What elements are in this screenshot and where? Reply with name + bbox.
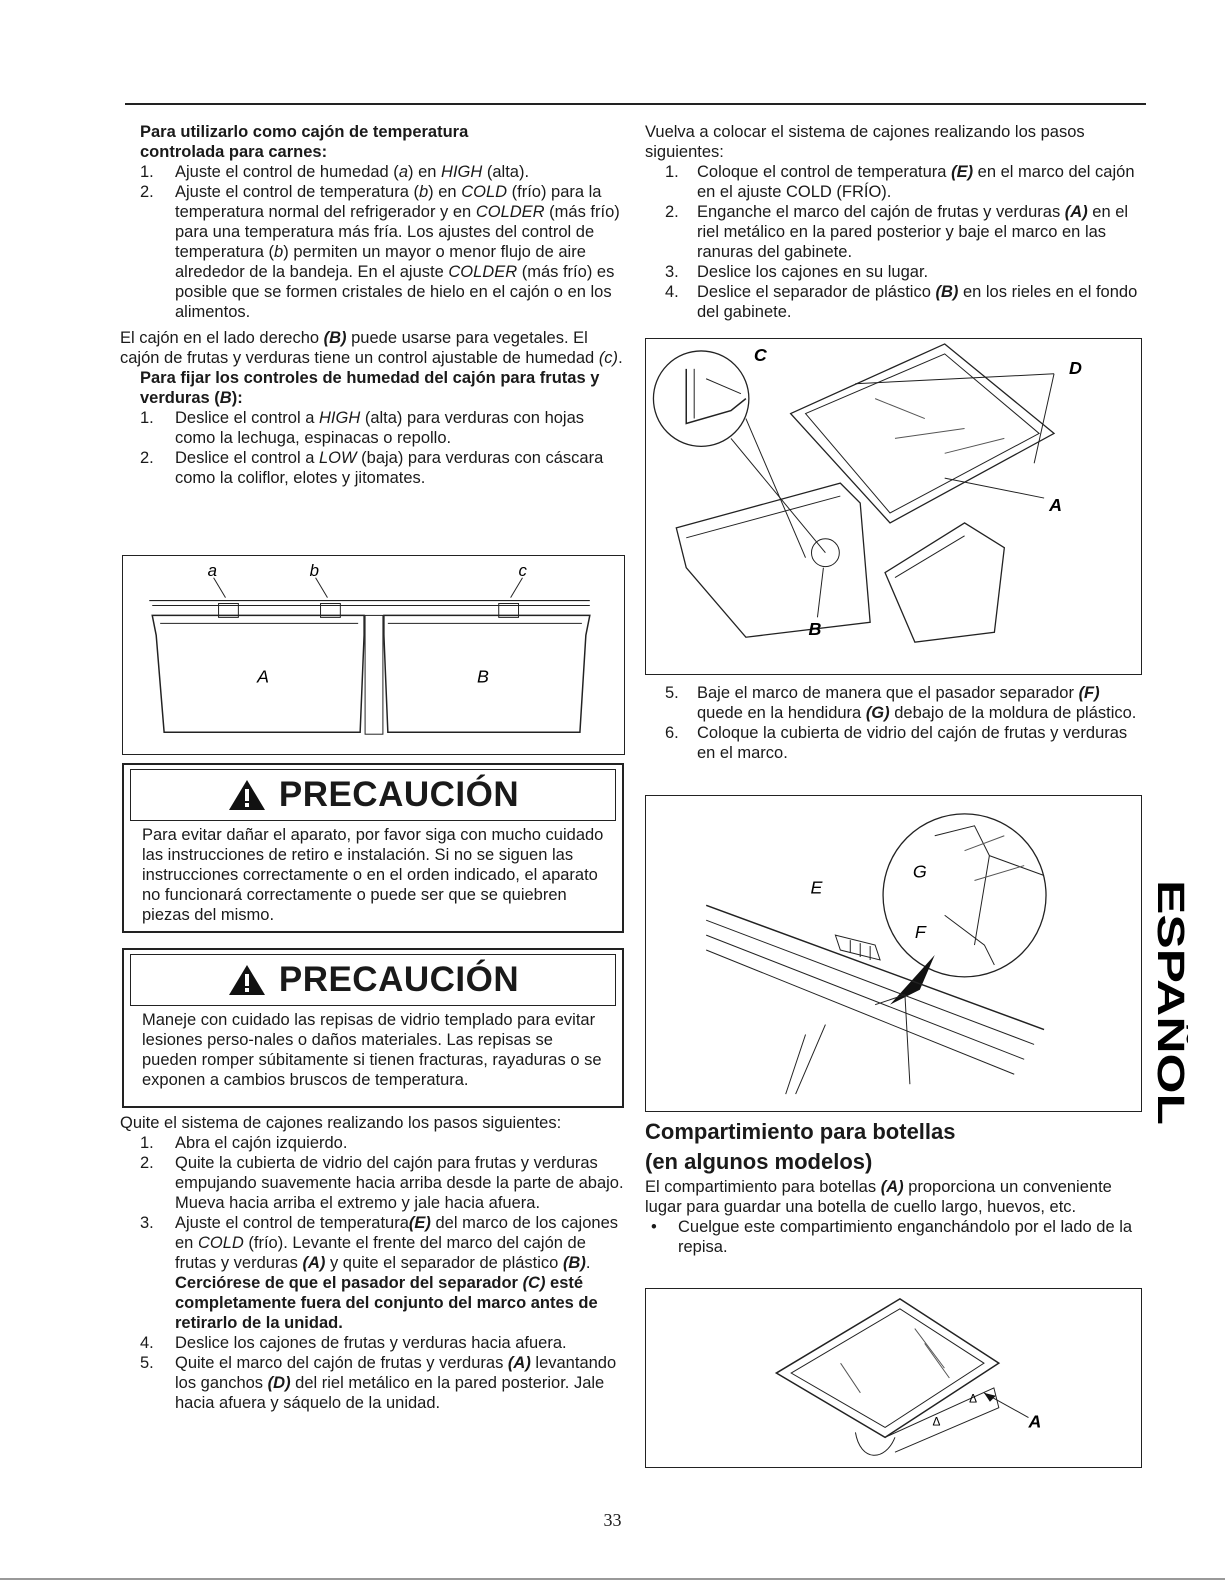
bullet-text: Cuelgue este compartimiento enganchándolo por el lado de la repisa. [678, 1218, 1133, 1256]
list-item: 3. Ajuste el control de temperatura(E) del marco de los cajones en COLD (frío). Levante el frente del marco del cajón de frutas y verduras (A) y quite el separador de plástico (B). Cerciórese de que el pasador del separador (C) esté completamente fuera del conjunto del marco antes de retirarlo de la unidad. [140, 1214, 618, 1332]
label-B: B [808, 619, 822, 640]
caution-box-1 [122, 763, 624, 933]
list-item: 1. Abra el cajón izquierdo. [140, 1134, 348, 1152]
bottle-section [645, 1117, 1145, 1257]
page-number: 33 [603, 1510, 622, 1530]
list-item: 2. Quite la cubierta de vidrio del cajón para frutas y verduras empujando suavemente hacia arriba desde la parte de abajo. Mueva hacia arriba el extremo y jale hacia afuera. [140, 1154, 624, 1212]
bottom-rule [0, 1578, 1225, 1580]
list-item: 1. Ajuste el control de humedad (a) en HIGH (alta). [140, 163, 530, 181]
bottle-heading-1: Compartimiento para botellas [645, 1119, 956, 1144]
list-item: 1. Deslice el control a HIGH (alta) para verduras con hojas como la lechuga, espinacas o repollo. [140, 409, 585, 447]
list-item: 1. Coloque el control de temperatura (E) en el marco del cajón en el ajuste COLD (FRÍO). [665, 163, 1135, 201]
label-A: A [1049, 494, 1062, 515]
warning-icon [227, 778, 267, 812]
caution-box-2 [122, 948, 624, 1108]
egg-mark: Δ [932, 1414, 941, 1429]
drawer-assembly-figure [645, 338, 1142, 675]
bottle-compartment-illustration [646, 1289, 1141, 1467]
list-item: 3. Deslice los cajones en su lugar. [665, 263, 929, 281]
side-tab-label: ESPAÑOL [1150, 880, 1188, 1061]
humidity-steps [120, 408, 625, 488]
label-D: D [1068, 357, 1082, 378]
drawers-figure [122, 555, 625, 755]
label-C: C [753, 344, 767, 365]
caution-title: PRECAUCIÓN [278, 775, 520, 814]
removal-steps [120, 1133, 625, 1413]
list-item: 2. Deslice el control a LOW (baja) para verduras con cáscara como la coliflor, elotes y jitomates. [140, 449, 604, 487]
list-item: 5. Quite el marco del cajón de frutas y verduras (A) levantando los ganchos (D) del riel metálico en la pared posterior. Jale hacia afuera y sáquelo de la unidad. [140, 1354, 617, 1412]
right-column [645, 122, 1145, 322]
list-item: 6. Coloque la cubierta de vidrio del cajón de frutas y verduras en el marco. [665, 724, 1128, 762]
drawer-paragraph: El cajón en el lado derecho (B) puede usarse para vegetales. El cajón de frutas y verduras tiene un control ajustable de humedad (c). [120, 329, 623, 367]
list-item: 5. Baje el marco de manera que el pasador separador (F) quede en la hendidura (G) debajo de la moldura de plástico. [665, 684, 1137, 722]
bottle-compartment-figure [645, 1288, 1142, 1468]
rail-detail-figure [645, 795, 1142, 1112]
list-item: 4. Deslice el separador de plástico (B) en los rieles en el fondo del gabinete. [665, 283, 1138, 321]
left-column [120, 122, 625, 488]
list-item: 4. Deslice los cajones de frutas y verduras hacia afuera. [140, 1334, 567, 1352]
caution-text: Maneje con cuidado las repisas de vidrio templado para evitar lesiones perso-nales o daños materiales. Las repisas se pueden romper súbitamente si tienen fracturas, rayaduras o se exponen a cambios bruscos de temperatura. [142, 1011, 602, 1089]
egg-mark: Δ [969, 1391, 978, 1406]
caution-header [130, 954, 616, 1006]
label-b: b [309, 560, 320, 580]
label-a: a [207, 560, 218, 580]
removal-section [120, 1113, 625, 1413]
label-A: A [1028, 1411, 1042, 1432]
label-F: F [914, 922, 926, 943]
caution-title: PRECAUCIÓN [278, 960, 520, 999]
list-item: 2. Enganche el marco del cajón de frutas y verduras (A) en el riel metálico en la pared posterior y baje el marco en las ranuras del gabinete. [665, 203, 1129, 261]
list-item: 2. Ajuste el control de temperatura (b) en COLD (frío) para la temperatura normal del refrigerador y en COLDER (más frío) para una temperatura más fría. Los ajustes del control de temperatura (b) permiten un mayor o menor flujo de aire alrededor de la bandeja. En el ajuste COLDER (más frío) es posible que se formen cristales de hielo en el cajón o en los alimentos. [140, 183, 620, 321]
removal-intro: Quite el sistema de cajones realizando los pasos siguientes: [120, 1114, 562, 1132]
label-G: G [912, 861, 927, 882]
caution-text: Para evitar dañar el aparato, por favor siga con mucho cuidado las instrucciones de retiro e instalación. Si no se siguen las instrucciones correctamente o en el orden indicado, el aparato no funcionará correctamente o puede ser que se quiebren piezas del mismo. [142, 826, 604, 924]
bottle-bullet [645, 1217, 1145, 1257]
humidity-heading: Para fijar los controles de humedad del cajón para frutas y verduras (B): [140, 369, 600, 407]
bottle-heading-2: (en algunos modelos) [645, 1149, 873, 1174]
meat-steps [120, 162, 625, 322]
meat-heading: Para utilizarlo como cajón de temperatura controlada para carnes: [140, 123, 469, 161]
label-E: E [810, 877, 823, 898]
drawer-assembly-illustration [646, 339, 1141, 674]
warning-icon [227, 963, 267, 997]
rail-detail-illustration [646, 796, 1141, 1111]
reinstall-steps-2 [645, 683, 1145, 763]
top-rule [125, 103, 1146, 105]
label-c: c [518, 560, 527, 580]
caution-header [130, 769, 616, 821]
drawers-illustration [123, 556, 624, 754]
language-side-tab [1150, 880, 1188, 1130]
bullet-icon: • [651, 1218, 657, 1236]
reinstall-steps-continued [645, 683, 1145, 763]
label-A: A [257, 666, 270, 687]
label-B: B [476, 666, 489, 687]
reinstall-steps [645, 162, 1145, 322]
reinstall-intro: Vuelva a colocar el sistema de cajones realizando los pasos siguientes: [645, 123, 1085, 161]
language-tab-text [1150, 880, 1188, 1130]
bottle-paragraph: El compartimiento para botellas (A) proporciona un conveniente lugar para guardar una botella de cuello largo, huevos, etc. [645, 1178, 1112, 1216]
